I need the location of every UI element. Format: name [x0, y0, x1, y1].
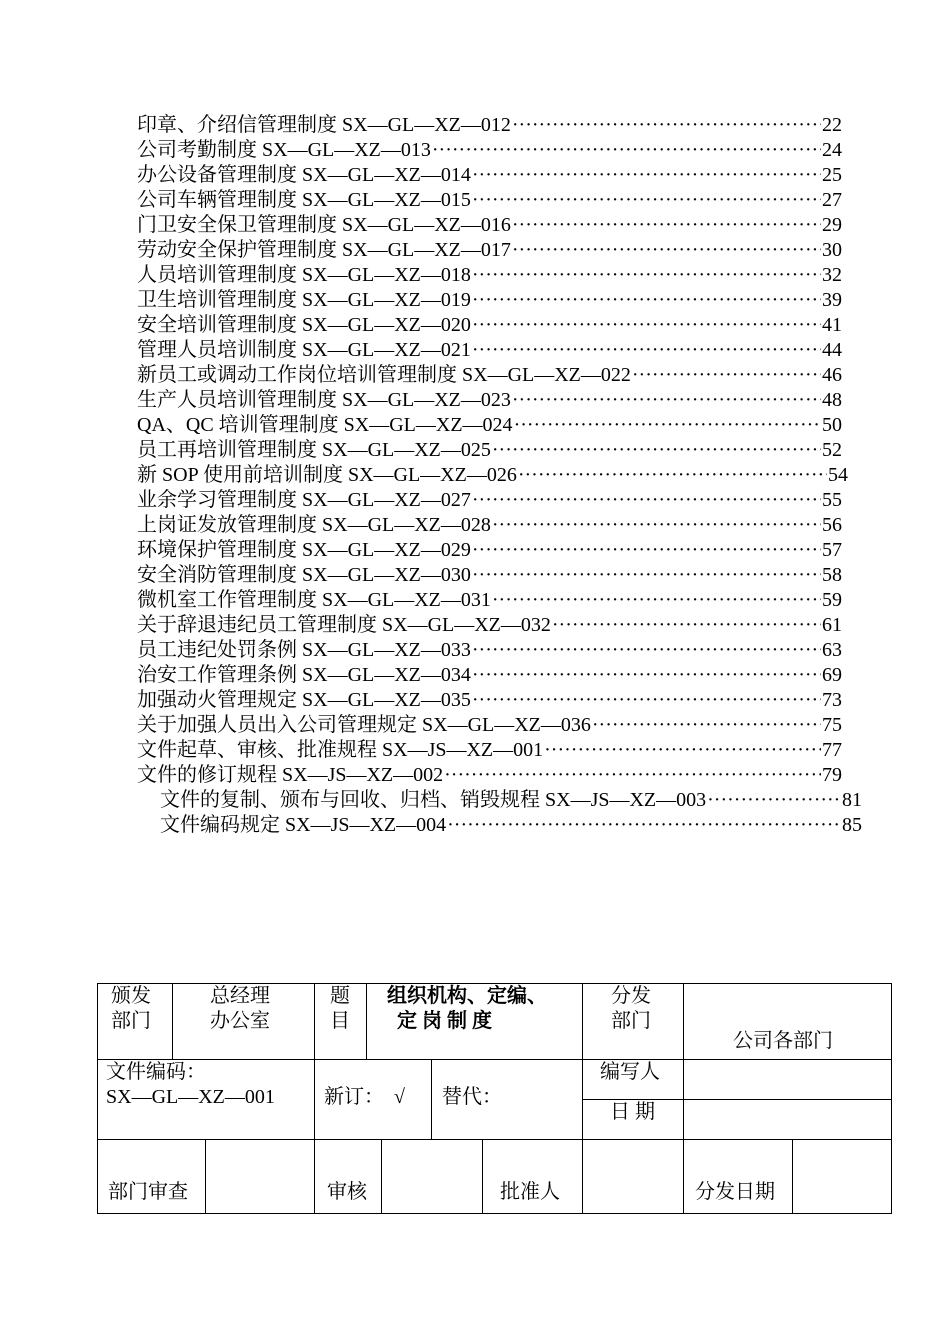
- toc-entry: [137, 438, 842, 462]
- toc-leader-dots: [432, 138, 821, 162]
- toc-entry-page: 32: [822, 264, 842, 286]
- toc-entry-title: 员工违纪处罚条例 SX—GL—XZ—033: [137, 639, 471, 661]
- toc-leader-dots: [447, 813, 841, 837]
- toc-leader-dots: [512, 238, 821, 262]
- toc-entry-page: 27: [822, 189, 842, 211]
- toc-entry-title: 公司考勤制度 SX—GL—XZ—013: [137, 139, 431, 161]
- toc-entry-page: 85: [842, 814, 862, 836]
- toc-entry-title: 微机室工作管理制度 SX—GL—XZ—031: [137, 589, 491, 611]
- toc-entry: [137, 138, 842, 162]
- toc-entry-page: 58: [822, 564, 842, 586]
- toc-entry-page: 41: [822, 314, 842, 336]
- cell-date-value: [683, 1099, 892, 1140]
- toc-entry: [137, 163, 842, 187]
- toc-entry-title: 新员工或调动工作岗位培训管理制度 SX—GL—XZ—022: [137, 364, 631, 386]
- toc-entry-page: 55: [822, 489, 842, 511]
- cell-dist-date-value: [792, 1139, 892, 1214]
- toc-entry: [137, 388, 842, 412]
- toc-leader-dots: [472, 538, 821, 562]
- cell-dept-review-value: [205, 1139, 315, 1214]
- toc-entry-title: 安全培训管理制度 SX—GL—XZ—020: [137, 314, 471, 336]
- toc-entry-page: 73: [822, 689, 842, 711]
- dist-dept-value: 公司各部门: [733, 1030, 833, 1052]
- toc-entry-page: 69: [822, 664, 842, 686]
- toc-entry-page: 30: [822, 239, 842, 261]
- toc-entry: [137, 638, 842, 662]
- toc-entry-page: 39: [822, 289, 842, 311]
- issue-dept-value: 总经理 办公室: [210, 985, 270, 1032]
- toc-entry-title: 管理人员培训制度 SX—GL—XZ—021: [137, 339, 471, 361]
- toc-entry-title: 上岗证发放管理制度 SX—GL—XZ—028: [137, 514, 491, 536]
- toc-entry: [160, 813, 862, 837]
- toc-entry-title: 生产人员培训管理制度 SX—GL—XZ—023: [137, 389, 511, 411]
- author-label: 编写人: [600, 1061, 660, 1083]
- cell-approver-value: [582, 1139, 684, 1214]
- toc-entry: [137, 313, 842, 337]
- toc-entry-title: 安全消防管理制度 SX—GL—XZ—030: [137, 564, 471, 586]
- toc-leader-dots: [492, 513, 821, 537]
- toc-leader-dots: [472, 338, 821, 362]
- toc-leader-dots: [512, 113, 821, 137]
- toc-entry: [137, 663, 842, 687]
- review-label: 审核: [327, 1181, 367, 1203]
- toc-entry: [137, 413, 842, 437]
- toc-entry-title: 文件编码规定 SX—JS—XZ—004: [160, 814, 447, 836]
- toc-entry-title: 关于辞退违纪员工管理制度 SX—GL—XZ—032: [137, 614, 551, 636]
- toc-entry: [137, 488, 842, 512]
- toc-entry-page: 29: [822, 214, 842, 236]
- toc-entry-page: 59: [822, 589, 842, 611]
- toc-entry-page: 81: [842, 789, 862, 811]
- replace-label: 替代：: [442, 1086, 502, 1108]
- toc-entry-page: 54: [828, 464, 848, 486]
- dept-review-label: 部门审查: [108, 1181, 188, 1203]
- approver-label: 批准人: [500, 1181, 560, 1203]
- toc-leader-dots: [472, 313, 821, 337]
- document-control-form: [97, 983, 892, 1214]
- toc-entry: [137, 288, 842, 312]
- toc-entry-page: 77: [822, 739, 842, 761]
- toc-entry: [137, 688, 842, 712]
- toc-entry-title: 文件起草、审核、批准规程 SX—JS—XZ—001: [137, 739, 544, 761]
- toc-entry-page: 46: [822, 364, 842, 386]
- toc-entry-title: 员工再培训管理制度 SX—GL—XZ—025: [137, 439, 491, 461]
- toc-entry-title: 劳动安全保护管理制度 SX—GL—XZ—017: [137, 239, 511, 261]
- toc-entry: [137, 588, 842, 612]
- toc-leader-dots: [512, 213, 821, 237]
- toc-leader-dots: [472, 263, 821, 287]
- toc-entry-page: 75: [822, 714, 842, 736]
- toc-entry-page: 44: [822, 339, 842, 361]
- toc-leader-dots: [707, 788, 841, 812]
- cell-author-value: [683, 1059, 892, 1100]
- toc-entry-page: 52: [822, 439, 842, 461]
- toc-leader-dots: [472, 563, 821, 587]
- new-label: 新订： √: [324, 1086, 405, 1108]
- toc-entry-title: 办公设备管理制度 SX—GL—XZ—014: [137, 164, 471, 186]
- toc-entry: [137, 563, 842, 587]
- toc-entry-title: 门卫安全保卫管理制度 SX—GL—XZ—016: [137, 214, 511, 236]
- toc-leader-dots: [552, 613, 821, 637]
- toc-entry: [137, 763, 842, 787]
- toc-leader-dots: [518, 463, 827, 487]
- doc-code-label: 文件编码：: [106, 1061, 206, 1083]
- toc-entry-page: 24: [822, 139, 842, 161]
- toc-entry-title: 文件的修订规程 SX—JS—XZ—002: [137, 764, 444, 786]
- toc-entry-title: 公司车辆管理制度 SX—GL—XZ—015: [137, 189, 471, 211]
- doc-code-value: SX—GL—XZ—001: [106, 1086, 275, 1108]
- toc-entry: [137, 188, 842, 212]
- toc-entry: [137, 513, 842, 537]
- toc-entry: [137, 213, 842, 237]
- toc-leader-dots: [492, 588, 821, 612]
- toc-leader-dots: [472, 638, 821, 662]
- toc-entry-title: 新 SOP 使用前培训制度 SX—GL—XZ—026: [137, 464, 517, 486]
- date-label: 日 期: [610, 1101, 655, 1123]
- toc-entry-title: 加强动火管理规定 SX—GL—XZ—035: [137, 689, 471, 711]
- toc-leader-dots: [544, 738, 821, 762]
- issue-dept-label: 颁发 部门: [111, 985, 151, 1032]
- toc-leader-dots: [492, 438, 821, 462]
- toc-entry: [137, 538, 842, 562]
- toc-leader-dots: [592, 713, 821, 737]
- toc-leader-dots: [444, 763, 821, 787]
- toc-entry: [160, 788, 862, 812]
- toc-leader-dots: [512, 388, 821, 412]
- toc-entry: [137, 363, 842, 387]
- toc-entry: [137, 338, 842, 362]
- toc-entry-title: 业余学习管理制度 SX—GL—XZ—027: [137, 489, 471, 511]
- toc-entry: [137, 713, 842, 737]
- toc-entry-title: 卫生培训管理制度 SX—GL—XZ—019: [137, 289, 471, 311]
- toc-entry-page: 22: [822, 114, 842, 136]
- toc-entry-title: QA、QC 培训管理制度 SX—GL—XZ—024: [137, 414, 513, 436]
- toc-entry: [137, 613, 842, 637]
- toc-entry-page: 57: [822, 539, 842, 561]
- toc-entry-page: 25: [822, 164, 842, 186]
- dist-dept-label: 分发 部门: [611, 985, 651, 1032]
- toc-entry: [137, 463, 848, 487]
- toc-entry: [137, 738, 842, 762]
- toc-entry-page: 79: [822, 764, 842, 786]
- toc-leader-dots: [472, 188, 821, 212]
- toc-leader-dots: [472, 663, 821, 687]
- toc-leader-dots: [472, 688, 821, 712]
- subject-value: 组织机构、定编、 定 岗 制 度: [387, 985, 547, 1032]
- toc-entry-title: 文件的复制、颁布与回收、归档、销毁规程 SX—JS—XZ—003: [160, 789, 707, 811]
- toc-entry-page: 56: [822, 514, 842, 536]
- toc-leader-dots: [472, 488, 821, 512]
- dist-date-label: 分发日期: [695, 1181, 775, 1203]
- toc-leader-dots: [472, 288, 821, 312]
- subject-label: 题 目: [330, 985, 350, 1032]
- toc-leader-dots: [632, 363, 821, 387]
- toc-leader-dots: [514, 413, 821, 437]
- toc-entry-title: 环境保护管理制度 SX—GL—XZ—029: [137, 539, 471, 561]
- cell-review-value: [381, 1139, 483, 1214]
- toc-entry-title: 人员培训管理制度 SX—GL—XZ—018: [137, 264, 471, 286]
- toc-entry: [137, 113, 842, 137]
- toc-entry-title: 关于加强人员出入公司管理规定 SX—GL—XZ—036: [137, 714, 591, 736]
- toc-entry-page: 61: [822, 614, 842, 636]
- toc-entry-title: 印章、介绍信管理制度 SX—GL—XZ—012: [137, 114, 511, 136]
- toc-entry-page: 63: [822, 639, 842, 661]
- toc-entry: [137, 238, 842, 262]
- toc-entry: [137, 263, 842, 287]
- toc-leader-dots: [472, 163, 821, 187]
- toc-entry-title: 治安工作管理条例 SX—GL—XZ—034: [137, 664, 471, 686]
- toc-entry-page: 48: [822, 389, 842, 411]
- toc-entry-page: 50: [822, 414, 842, 436]
